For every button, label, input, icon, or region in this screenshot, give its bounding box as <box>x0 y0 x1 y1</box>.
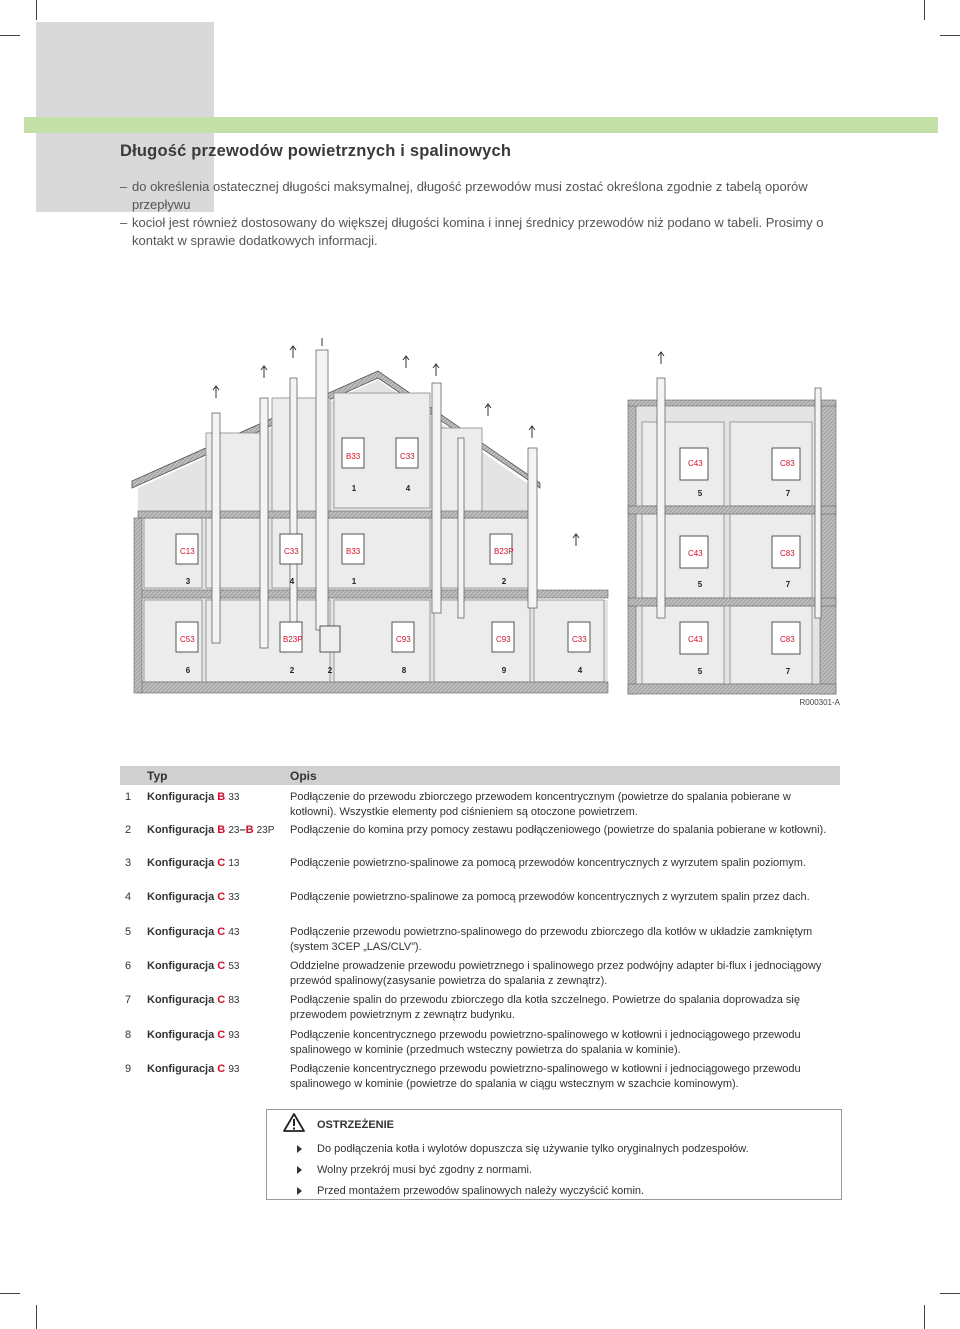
config-number: 5 <box>697 580 703 589</box>
boiler-label: B23P <box>494 547 514 556</box>
boiler-label: C83 <box>780 459 795 468</box>
building-section-svg <box>120 338 840 713</box>
crop-mark <box>924 0 925 20</box>
table-row: 3 Konfiguracja C 13 Podłączenie powietrzno-spalinowe za pomocą przewodów koncentrycznych z wyrzutem spalin poziomym. <box>125 857 807 869</box>
table-row: 9 Konfiguracja C 93 Podłączenie koncentrycznego przewodu powietrzno-spalinowego w kotłowni i jednociągowego przewodu spalinowego w kominie (powietrze do spalania w ciągu wstecznym w szachcie kominowym). <box>125 1063 801 1090</box>
warning-item: Przed montażem przewodów spalinowych należy wyczyścić komin. <box>297 1182 749 1203</box>
bullet-arrow-icon <box>297 1145 302 1153</box>
table-row: 6 Konfiguracja C 53 Oddzielne prowadzenie przewodu powietrznego i spalinowego przez podwójny adapter bi-flux i jednociągowy przewód spalinowy(zasysanie powietrza do spalania z zewnątrz). <box>125 960 822 987</box>
figure-reference: R000301-A <box>799 698 840 707</box>
config-number: 2 <box>501 577 507 586</box>
config-number: 5 <box>697 489 703 498</box>
table-row: 8 Konfiguracja C 93 Podłączenie koncentrycznego przewodu powietrzno-spalinowego w kotłowni i jednociągowego przewodu spalinowego w kominie (przedmuch wsteczny powietrza do spalania w kominie). <box>125 1029 801 1056</box>
table-row: 5 Konfiguracja C 43 Podłączenie przewodu powietrzno-spalinowego do przewodu zbiorczego dla kotłów w układzie zamkniętym (system 3CEP „LAS/CLV”). <box>125 926 813 953</box>
configuration-table <box>120 766 840 1096</box>
intro-item: – do określenia ostatecznej długości maksymalnej, długość przewodów musi zostać określona zgodnie z tabelą oporów przepływu <box>120 179 808 212</box>
boiler-label: C33 <box>572 635 587 644</box>
intro-list <box>120 178 850 250</box>
header-typ: Typ <box>147 766 290 785</box>
warning-title: OSTRZEŻENIE <box>317 1119 395 1131</box>
warning-box <box>266 1109 842 1200</box>
config-number: 7 <box>785 667 791 676</box>
boiler-label: C93 <box>396 635 411 644</box>
header-band <box>24 117 938 133</box>
intro-item: – kocioł jest również dostosowany do większej długości komina i innej średnicy przewodów niż podano w tabeli. Prosimy o kontakt w sprawie dodatkowych informacji. <box>120 215 824 248</box>
boiler-label: C93 <box>496 635 511 644</box>
boiler-label: C43 <box>688 635 703 644</box>
warning-header <box>267 1110 841 1130</box>
crop-mark <box>36 0 37 20</box>
config-number: 2 <box>327 666 333 675</box>
config-number: 3 <box>185 577 191 586</box>
table-row: 1 Konfiguracja B 33 Podłączenie do przewodu zbiorczego przewodem koncentrycznym (powietrze do spalania pobierane w kotłowni). Wszystkie elementy pod ciśnieniem są otoczone powietrzem. <box>125 791 791 818</box>
warning-list <box>297 1140 749 1203</box>
bullet-arrow-icon <box>297 1187 302 1195</box>
table-row: 2 Konfiguracja B 23–B 23P Podłączenie do komina przy pomocy zestawu podłączeniowego (powietrze do spalania pobierane w kotłowni). <box>125 824 827 836</box>
warning-item: Do podłączenia kotła i wylotów dopuszcza się używanie tylko oryginalnych podzespołów. <box>297 1140 749 1161</box>
crop-mark <box>0 1293 20 1294</box>
table-row: 4 Konfiguracja C 33 Podłączenie powietrzno-spalinowe za pomocą przewodów koncentrycznych z wyrzutem spalin przez dach. <box>125 891 810 903</box>
flue-configurations-diagram <box>120 338 840 713</box>
boiler-label: B33 <box>346 547 361 556</box>
config-number: 4 <box>289 577 295 586</box>
config-number: 7 <box>785 580 791 589</box>
bullet-arrow-icon <box>297 1166 302 1174</box>
config-number: 9 <box>501 666 507 675</box>
boiler-label: C13 <box>180 547 195 556</box>
crop-mark <box>940 1293 960 1294</box>
config-number: 2 <box>289 666 295 675</box>
crop-mark <box>36 1305 37 1329</box>
config-number: 4 <box>405 484 411 493</box>
boiler-label: C83 <box>780 635 795 644</box>
boiler-label: C43 <box>688 459 703 468</box>
table-header-row <box>120 766 840 785</box>
crop-mark <box>924 1305 925 1329</box>
warning-item: Wolny przekrój musi być zgodny z normami. <box>297 1161 749 1182</box>
crop-mark <box>0 35 20 36</box>
config-number: 1 <box>351 577 357 586</box>
config-number: 7 <box>785 489 791 498</box>
config-number: 8 <box>401 666 407 675</box>
config-number: 1 <box>351 484 357 493</box>
boiler-label: C53 <box>180 635 195 644</box>
boiler-label: C33 <box>400 452 415 461</box>
header-opis: Opis <box>290 766 840 785</box>
warning-triangle-icon <box>283 1113 305 1132</box>
table-row: 7 Konfiguracja C 83 Podłączenie spalin do przewodu zbiorczego dla kotła szczelnego. Powietrze do spalania doprowadza się przewodem powietrznym z zewnątrz budynku. <box>125 994 800 1021</box>
boiler-label: C33 <box>284 547 299 556</box>
crop-mark <box>940 35 960 36</box>
page-title: Długość przewodów powietrznych i spalinowych <box>120 142 512 160</box>
boiler-label: C43 <box>688 549 703 558</box>
boiler-label: C83 <box>780 549 795 558</box>
config-number: 4 <box>577 666 583 675</box>
config-number: 6 <box>185 666 191 675</box>
config-number: 5 <box>697 667 703 676</box>
boiler-label: B23P <box>283 635 303 644</box>
boiler-label: B33 <box>346 452 361 461</box>
